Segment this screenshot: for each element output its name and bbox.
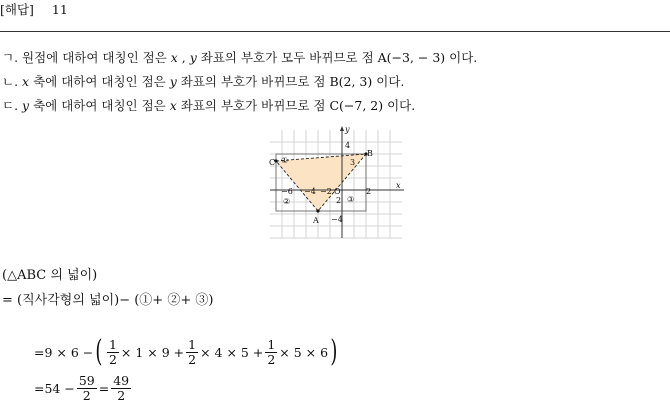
- line-2-var-x: x: [22, 74, 30, 89]
- label-x-axis: x: [396, 181, 401, 190]
- region-label-2: ②: [283, 197, 291, 206]
- tick-label: −6: [281, 187, 293, 196]
- tick-label: −2: [320, 187, 332, 196]
- calc1-term-1: × 1 × 9 +: [120, 344, 185, 360]
- denominator: 2: [117, 388, 126, 403]
- tick-label: 2: [366, 187, 372, 196]
- fraction: [186, 338, 198, 367]
- left-paren: (: [95, 334, 103, 369]
- region-label-1: ①: [281, 156, 289, 165]
- line-2-text-c: 좌표의 부호가 바뀌므로 점 B(2, 3) 이다.: [176, 74, 405, 89]
- line-3-var-y: y: [22, 98, 30, 113]
- y-axis-arrow-icon: [340, 126, 344, 131]
- fraction: [265, 338, 277, 367]
- numerator: 1: [108, 336, 117, 352]
- label-a: A: [313, 216, 319, 225]
- label-y-axis: y: [345, 125, 350, 134]
- area-formula: = (직사각형의 넓이)− (①+ ②+ ③): [2, 293, 214, 308]
- right-paren: ): [330, 334, 338, 369]
- denominator: 2: [108, 351, 117, 367]
- denominator: 2: [188, 351, 197, 367]
- line-1-text-b: ,: [177, 50, 190, 65]
- calc2-equals: =: [98, 381, 110, 396]
- numerator: 49: [113, 373, 130, 388]
- label-origin: O: [334, 187, 341, 196]
- fraction: [111, 374, 131, 403]
- area-title: (△ABC 의 넓이): [2, 268, 98, 283]
- denominator: 2: [267, 351, 276, 367]
- point-a: [316, 209, 319, 212]
- answer-number: 11: [51, 2, 68, 17]
- calc1-term-2: × 4 × 5 +: [200, 344, 264, 360]
- calculation-line-1: [34, 334, 340, 369]
- numerator: 1: [188, 336, 197, 352]
- fraction: [77, 374, 97, 403]
- calc1-term-3: × 5 × 6: [279, 344, 329, 360]
- numerator: 59: [78, 373, 95, 388]
- line-2-text-b: 축에 대하여 대칭인 점은: [29, 74, 170, 89]
- region-label-3: ③: [347, 195, 355, 204]
- line-3-var-x: x: [169, 98, 177, 113]
- tick-label: 3: [350, 158, 356, 167]
- calc2-lead: =54 −: [34, 381, 75, 396]
- tick-label: 4: [345, 141, 351, 150]
- line-3-text-b: 축에 대하여 대칭인 점은: [29, 98, 170, 113]
- label-c: C: [269, 158, 276, 167]
- calc1-lead: =9 × 6 −: [34, 344, 94, 360]
- line-1-text-a: ㄱ. 원점에 대하여 대칭인 점은: [2, 50, 171, 65]
- tick-label: −4: [331, 215, 343, 224]
- answer-label: [해답]: [0, 2, 34, 17]
- line-3-text-a: ㄷ.: [2, 98, 23, 113]
- denominator: 2: [82, 388, 91, 403]
- line-2-var-y: y: [169, 74, 177, 89]
- line-3-text-c: 좌표의 부호가 바뀌므로 점 C(−7, 2) 이다.: [176, 98, 416, 113]
- numerator: 1: [267, 336, 276, 352]
- fraction: [107, 338, 119, 367]
- calculation-line-2: [34, 374, 133, 403]
- label-b: B: [367, 149, 373, 158]
- tick-label: −4: [304, 187, 316, 196]
- line-1-text-c: 좌표의 부호가 모두 바뀌므로 점 A(−3, − 3) 이다.: [196, 50, 478, 65]
- tick-label: 2: [336, 196, 342, 205]
- line-1-var-x: x: [170, 50, 178, 65]
- line-2-text-a: ㄴ.: [2, 74, 23, 89]
- line-1-var-y: y: [189, 50, 197, 65]
